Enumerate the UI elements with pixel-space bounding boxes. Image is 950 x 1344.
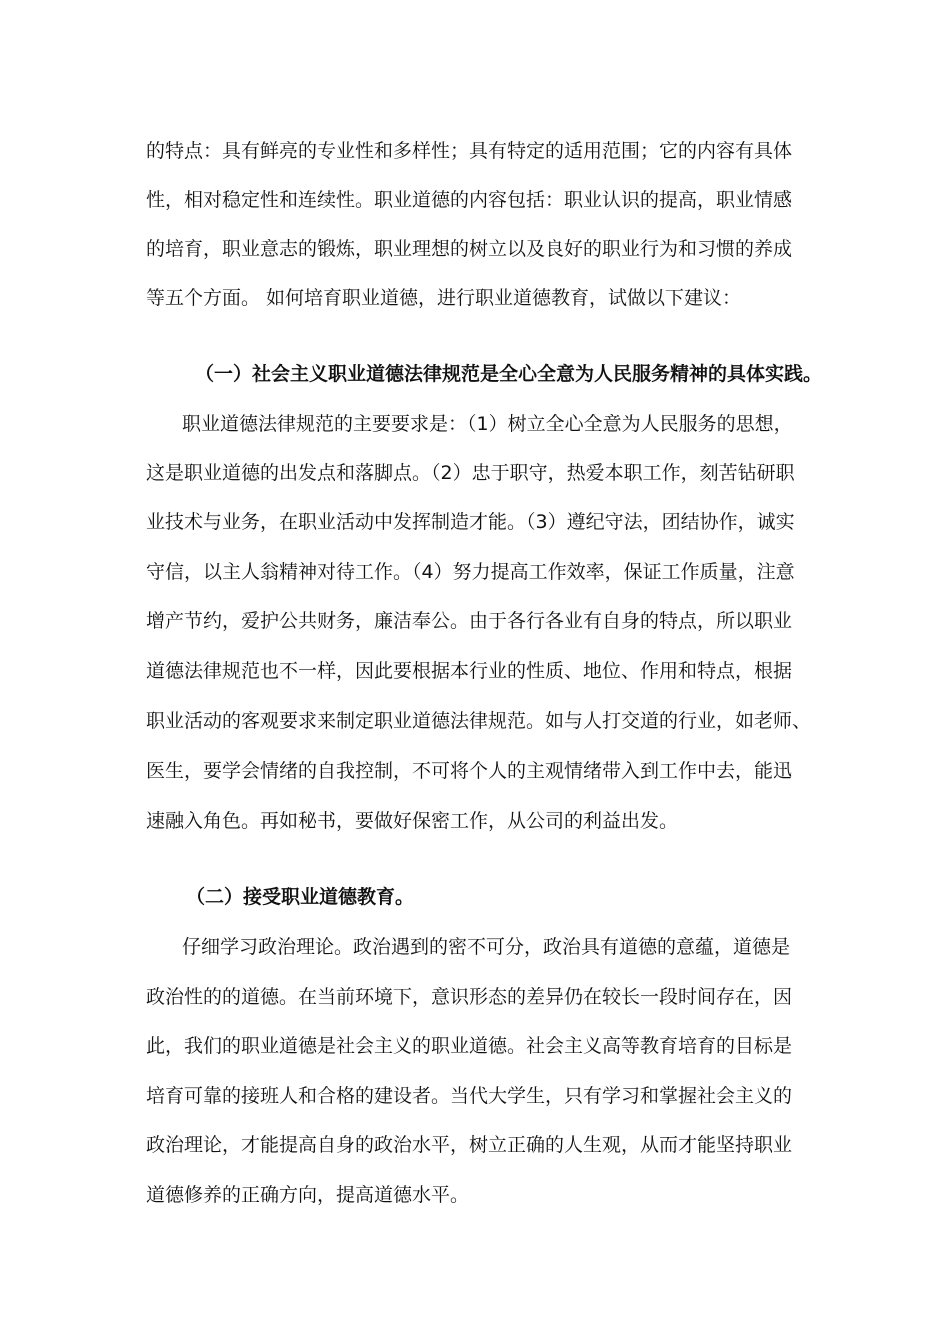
- paragraph-3-line: 仔细学习政治理论。政治遇到的密不可分，政治具有道德的意蕴，道德是: [182, 936, 791, 958]
- paragraph-2-line: 职业道德法律规范的主要要求是：（1）树立全心全意为人民服务的思想，: [182, 413, 793, 435]
- paragraph-3-line: 政治理论，才能提高自身的政治水平，树立正确的人生观，从而才能坚持职业: [146, 1134, 793, 1156]
- paragraph-1-line: 等五个方面。 如何培育职业道德，进行职业道德教育，试做以下建议：: [146, 287, 742, 309]
- paragraph-2-line: 速融入角色。再如秘书，要做好保密工作，从公司的利益出发。: [146, 810, 679, 832]
- paragraph-2-line: 守信，以主人翁精神对待工作。（4）努力提高工作效率，保证工作质量，注意: [146, 561, 795, 583]
- paragraph-3-line: 培育可靠的接班人和合格的建设者。当代大学生，只有学习和掌握社会主义的: [146, 1085, 793, 1107]
- paragraph-2-line: 这是职业道德的出发点和落脚点。（2）忠于职守，热爱本职工作，刻苦钻研职: [146, 462, 795, 484]
- paragraph-2-line: 增产节约，爱护公共财务，廉洁奉公。由于各行各业有自身的特点，所以职业: [146, 610, 793, 632]
- paragraph-2-line: 业技术与业务，在职业活动中发挥制造才能。（3）遵纪守法，团结协作，诚实: [146, 511, 795, 533]
- section-heading-2: （二）接受职业道德教育。: [186, 886, 415, 908]
- paragraph-1-line: 性，相对稳定性和连续性。职业道德的内容包括：职业认识的提高，职业情感: [146, 189, 793, 211]
- paragraph-2-line: 职业活动的客观要求来制定职业道德法律规范。如与人打交道的行业，如老师、: [146, 710, 812, 732]
- paragraph-3-line: 道德修养的正确方向，提高道德水平。: [146, 1184, 470, 1206]
- paragraph-2-line: 医生，要学会情绪的自我控制，不可将个人的主观情绪带入到工作中去，能迅: [146, 760, 793, 782]
- paragraph-2-line: 道德法律规范也不一样，因此要根据本行业的性质、地位、作用和特点，根据: [146, 660, 793, 682]
- paragraph-3-line: 此，我们的职业道德是社会主义的职业道德。社会主义高等教育培育的目标是: [146, 1035, 793, 1057]
- paragraph-3-line: 政治性的的道德。在当前环境下，意识形态的差异仍在较长一段时间存在，因: [146, 986, 793, 1008]
- section-heading-1: （一）社会主义职业道德法律规范是全心全意为人民服务精神的具体实践。: [195, 363, 823, 385]
- paragraph-1-line: 的特点：具有鲜亮的专业性和多样性；具有特定的适用范围；它的内容有具体: [146, 140, 793, 162]
- paragraph-1-line: 的培育，职业意志的锻炼，职业理想的树立以及良好的职业行为和习惯的养成: [146, 238, 793, 260]
